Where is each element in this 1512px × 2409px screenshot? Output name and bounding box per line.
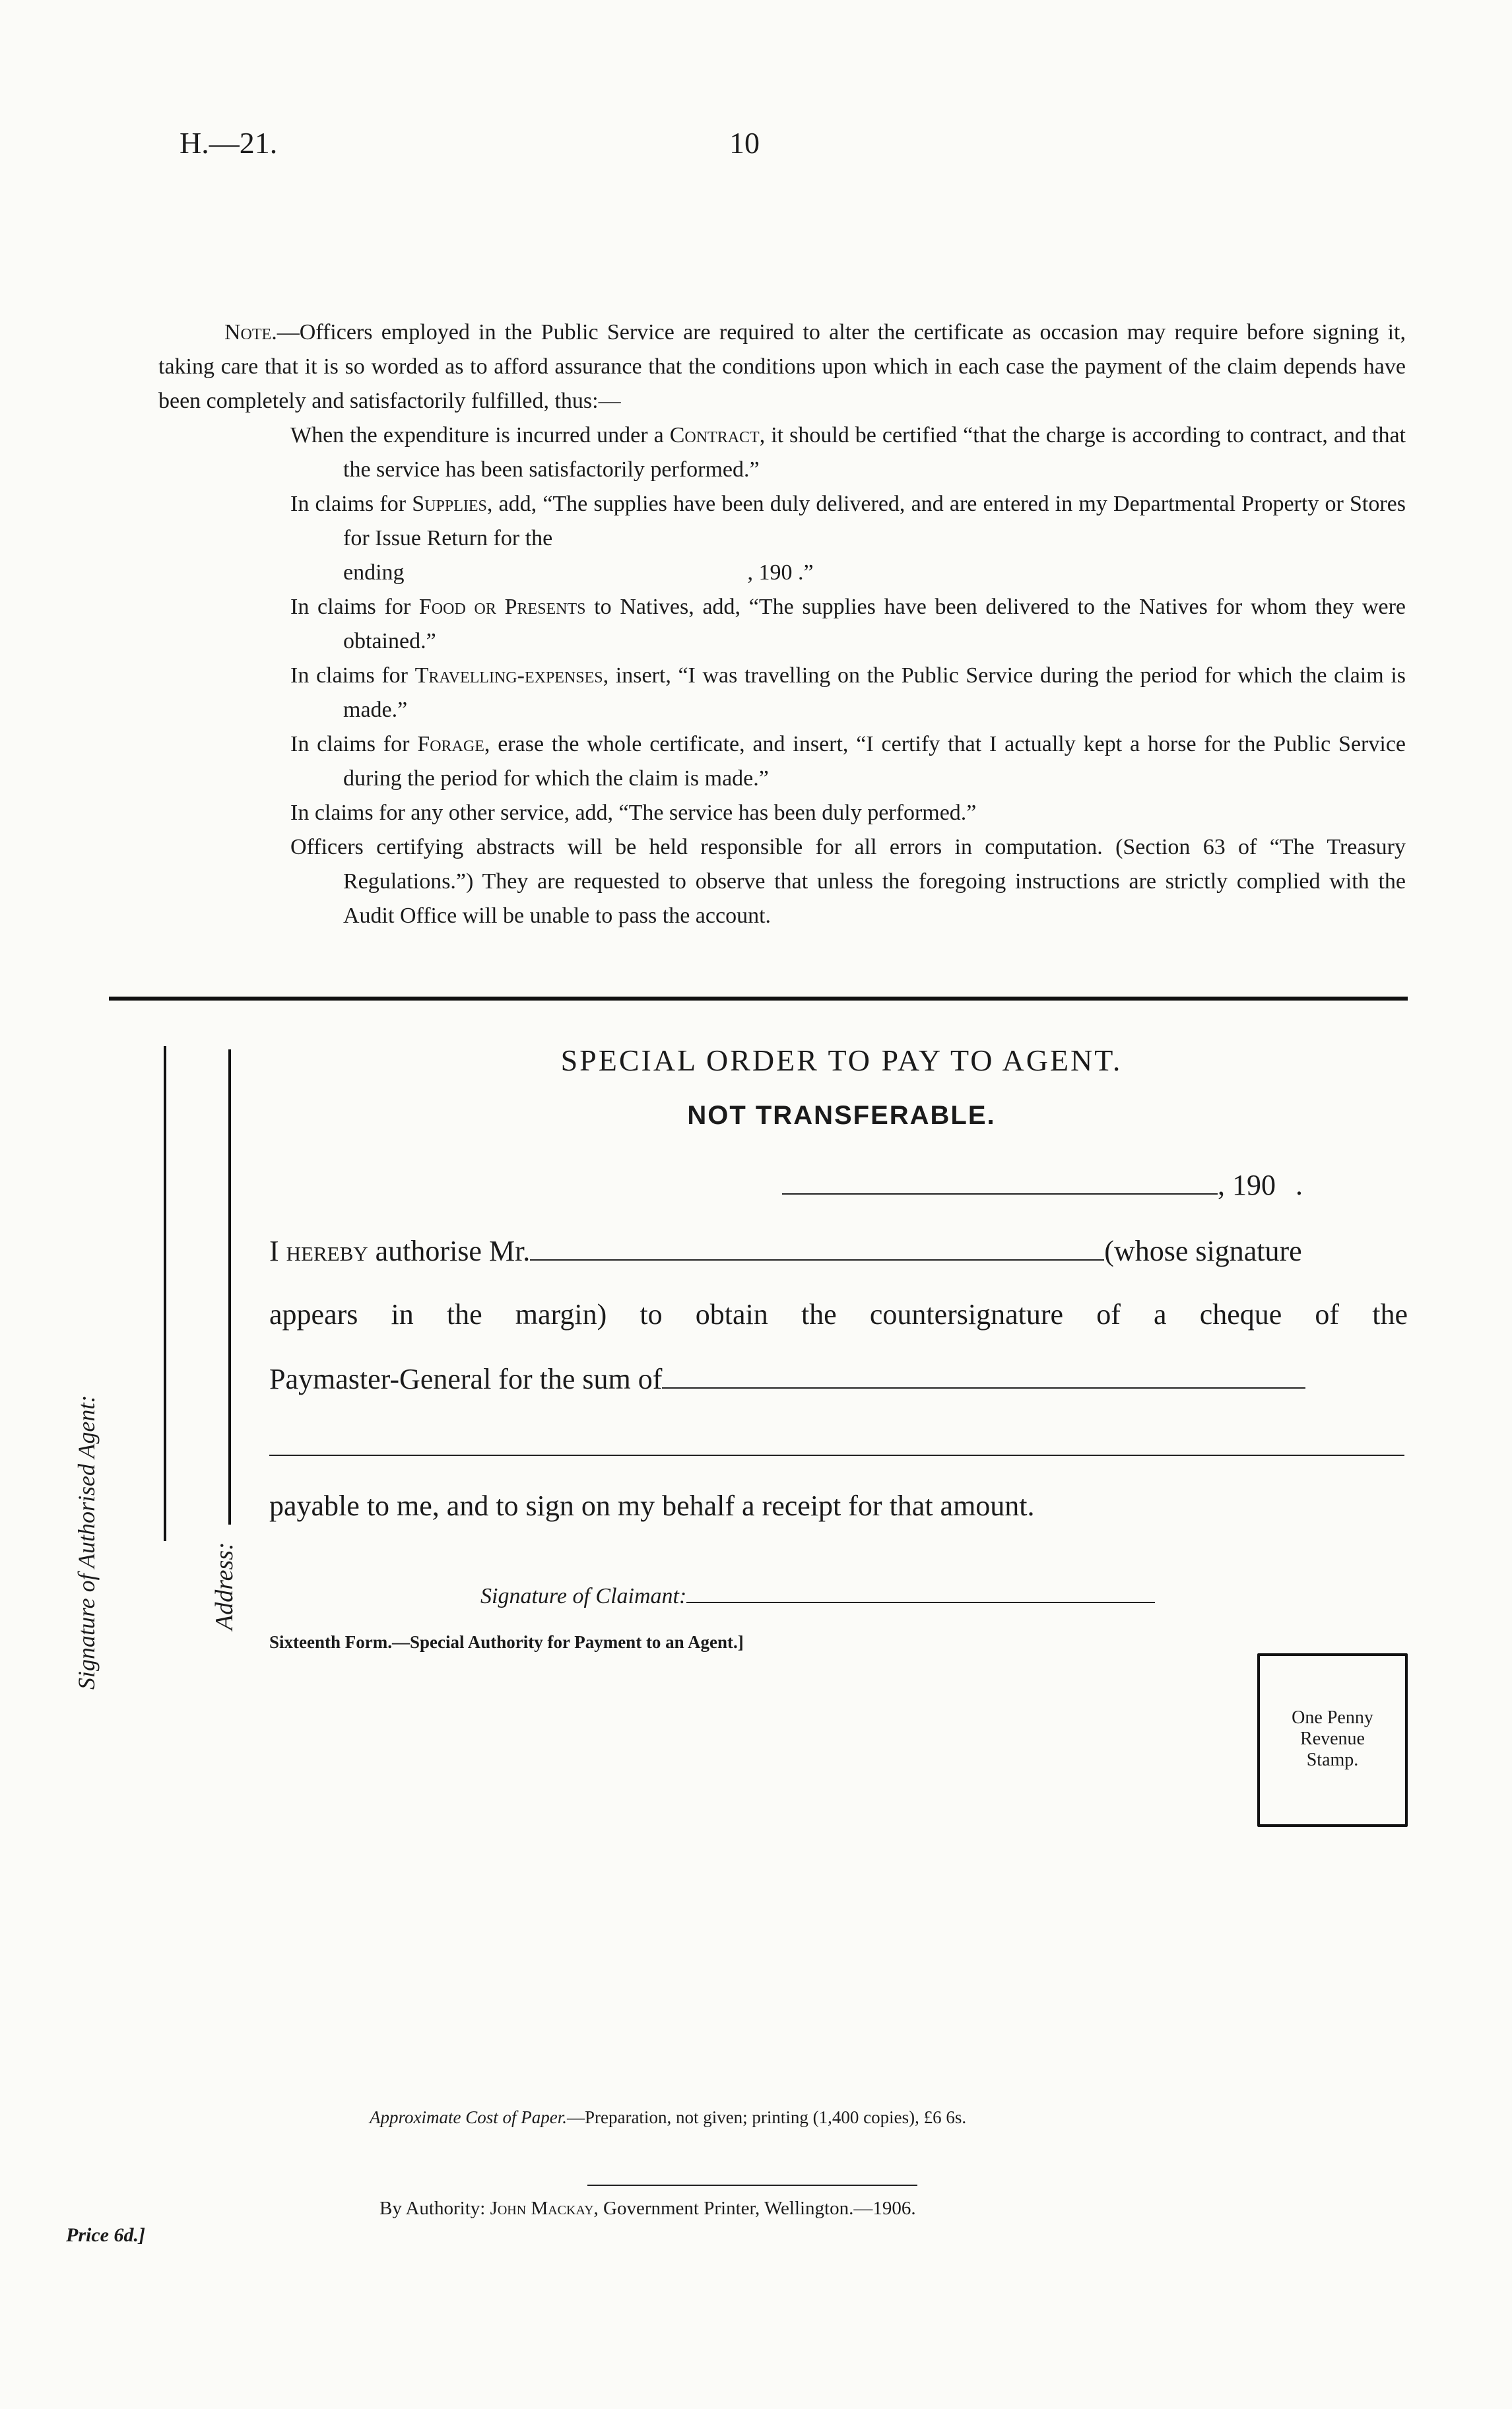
agent-margin-line xyxy=(164,1046,166,1541)
stamp-line-3: Stamp. xyxy=(1306,1750,1359,1770)
note-travel: In claims for Travelling-expenses, insert, “I was travelling on the Public Service during the period for which the claim is made.” xyxy=(290,663,1406,722)
note-supplies-ending: ending , 190 .” xyxy=(343,560,814,585)
margin-line: appears in the margin) to obtain the countersignature of a cheque of the xyxy=(269,1298,1408,1331)
date-line: , 190 . xyxy=(782,1168,1303,1202)
document-id: H.—21. xyxy=(180,126,278,160)
agent-name-field[interactable] xyxy=(530,1237,1104,1261)
address-label: Address: xyxy=(211,1542,238,1630)
note-intro: Note.—Officers employed in the Public Service are required to alter the certificate as occasion may require before signing it, taking care that it is so worded as to afford assurance that the conditions upon which in each case the payment of the claim depends have been completely and satisfactorily fulfilled, thus:— xyxy=(158,320,1406,413)
price: Price 6d.] xyxy=(66,2224,145,2246)
sum-line: Paymaster-General for the sum of xyxy=(269,1362,1408,1396)
claimant-label: Signature of Claimant: xyxy=(480,1584,687,1608)
form-reference: Sixteenth Form.—Special Authority for Payment to an Agent.] xyxy=(269,1632,744,1652)
revenue-stamp-box xyxy=(1257,1653,1408,1827)
page-number: 10 xyxy=(729,126,760,160)
note-food: In claims for Food or Presents to Natives, add, “The supplies have been delivered to the Natives for whom they were obtained.” xyxy=(290,595,1406,653)
order-subtitle: NOT TRANSFERABLE. xyxy=(687,1101,996,1130)
stamp-line-2: Revenue xyxy=(1300,1729,1365,1749)
sum-field[interactable] xyxy=(662,1365,1305,1389)
footer-divider xyxy=(587,2185,917,2186)
date-field[interactable] xyxy=(782,1171,1218,1195)
note-other: In claims for any other service, add, “The service has been duly performed.” xyxy=(290,801,977,825)
sum-continuation-line xyxy=(269,1432,1404,1456)
authorise-line: I hereby authorise Mr. (whose signature xyxy=(269,1235,1302,1267)
note-forage: In claims for Forage, erase the whole certificate, and insert, “I certify that I actually kept a horse for the Public Service during the period for which the claim is made.” xyxy=(290,732,1406,791)
note-lead: Note. xyxy=(224,320,277,345)
cost-of-paper: Approximate Cost of Paper.—Preparation, not given; printing (1,400 copies), £6 6s. xyxy=(370,2107,967,2127)
sum-continuation-field[interactable] xyxy=(269,1432,1404,1456)
payable-line: payable to me, and to sign on my behalf a receipt for that amount. xyxy=(269,1490,1035,1522)
section-divider xyxy=(109,997,1408,1001)
order-title: SPECIAL ORDER TO PAY TO AGENT. xyxy=(560,1043,1123,1077)
stamp-line-1: One Penny xyxy=(1292,1707,1373,1728)
note-contract: When the expenditure is incurred under a Contract, it should be certified “that the charge is according to contract, and that the service has been satisfactorily performed.” xyxy=(290,423,1406,482)
note-block xyxy=(158,315,1406,933)
claimant-signature-line xyxy=(480,1584,1155,1609)
hereby-text: I hereby xyxy=(269,1235,368,1267)
printer-authority: By Authority: John Mackay, Government Printer, Wellington.—1906. xyxy=(379,2198,916,2219)
claimant-signature-field[interactable] xyxy=(686,1585,1155,1603)
note-officers: Officers certifying abstracts will be held responsible for all errors in computation. (Section 63 of “The Treasury Regulations.”) They are requested to observe that unless the foregoing instructions are strictly complied with the Audit Office will be unable to pass the account. xyxy=(290,835,1406,928)
note-supplies: In claims for Supplies, add, “The supplies have been duly delivered, and are entered in my Departmental Property or Stores for Issue Return for the xyxy=(290,492,1406,550)
agent-signature-label: Signature of Authorised Agent: xyxy=(73,1395,100,1690)
